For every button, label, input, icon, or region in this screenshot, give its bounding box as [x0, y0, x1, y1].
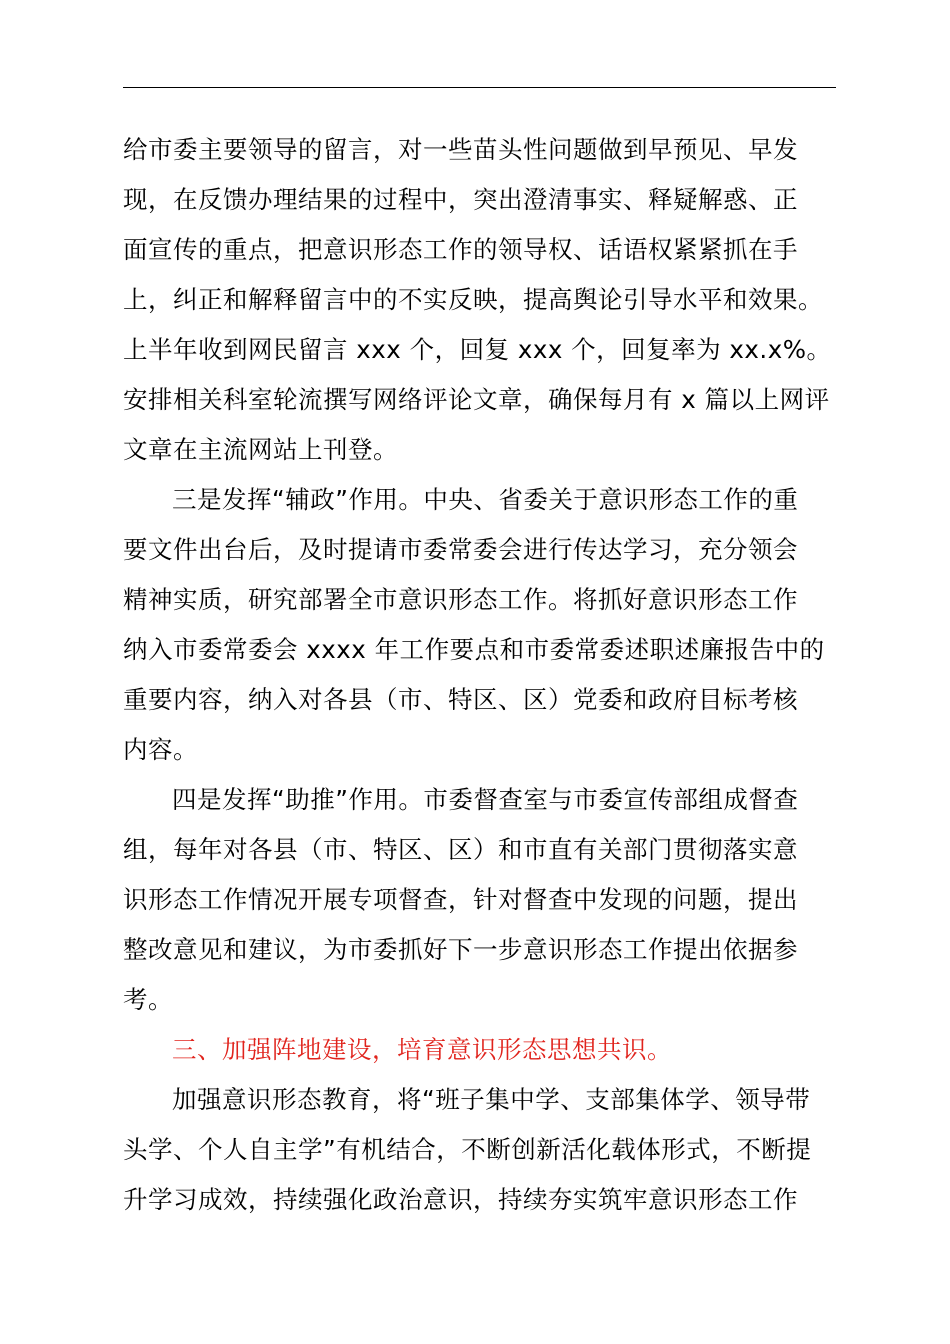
text-line: 内容。 [123, 735, 198, 764]
section-heading: 三、加强阵地建设，培育意识形态思想共识。 [172, 1035, 672, 1064]
text-line: 升学习成效，持续强化政治意识，持续夯实筑牢意识形态工作 [123, 1185, 798, 1214]
text-line: 现，在反馈办理结果的过程中，突出澄清事实、释疑解惑、正 [123, 185, 798, 214]
paragraph-start-line: 加强意识形态教育，将“班子集中学、支部集体学、领导带 [172, 1085, 811, 1114]
document-body [123, 125, 848, 1225]
text-line: 上半年收到网民留言 xxx 个，回复 xxx 个，回复率为 xx.x%。 [123, 335, 832, 364]
text-line: 面宣传的重点，把意识形态工作的领导权、话语权紧紧抓在手 [123, 235, 798, 264]
text-line: 纳入市委常委会 xxxx 年工作要点和市委常委述职述廉报告中的 [123, 635, 825, 664]
text-line: 给市委主要领导的留言，对一些苗头性问题做到早预见、早发 [123, 135, 798, 164]
text-line: 精神实质，研究部署全市意识形态工作。将抓好意识形态工作 [123, 585, 798, 614]
paragraph-start-line: 四是发挥“助推”作用。市委督查室与市委宣传部组成督查 [172, 785, 799, 814]
header-rule [123, 87, 836, 88]
text-line: 组，每年对各县（市、特区、区）和市直有关部门贯彻落实意 [123, 835, 798, 864]
paragraph-start-line: 三是发挥“辅政”作用。中央、省委关于意识形态工作的重 [172, 485, 799, 514]
text-line: 安排相关科室轮流撰写网络评论文章，确保每月有 x 篇以上网评 [123, 385, 830, 414]
text-line: 重要内容，纳入对各县（市、特区、区）党委和政府目标考核 [123, 685, 798, 714]
text-line: 要文件出台后，及时提请市委常委会进行传达学习，充分领会 [123, 535, 798, 564]
text-line: 考。 [123, 985, 173, 1014]
text-line: 识形态工作情况开展专项督查，针对督查中发现的问题，提出 [123, 885, 798, 914]
text-line: 文章在主流网站上刊登。 [123, 435, 398, 464]
text-line: 头学、个人自主学”有机结合，不断创新活化载体形式，不断提 [123, 1135, 812, 1164]
text-line: 整改意见和建议，为市委抓好下一步意识形态工作提出依据参 [123, 935, 798, 964]
text-line: 上，纠正和解释留言中的不实反映，提高舆论引导水平和效果。 [123, 285, 823, 314]
